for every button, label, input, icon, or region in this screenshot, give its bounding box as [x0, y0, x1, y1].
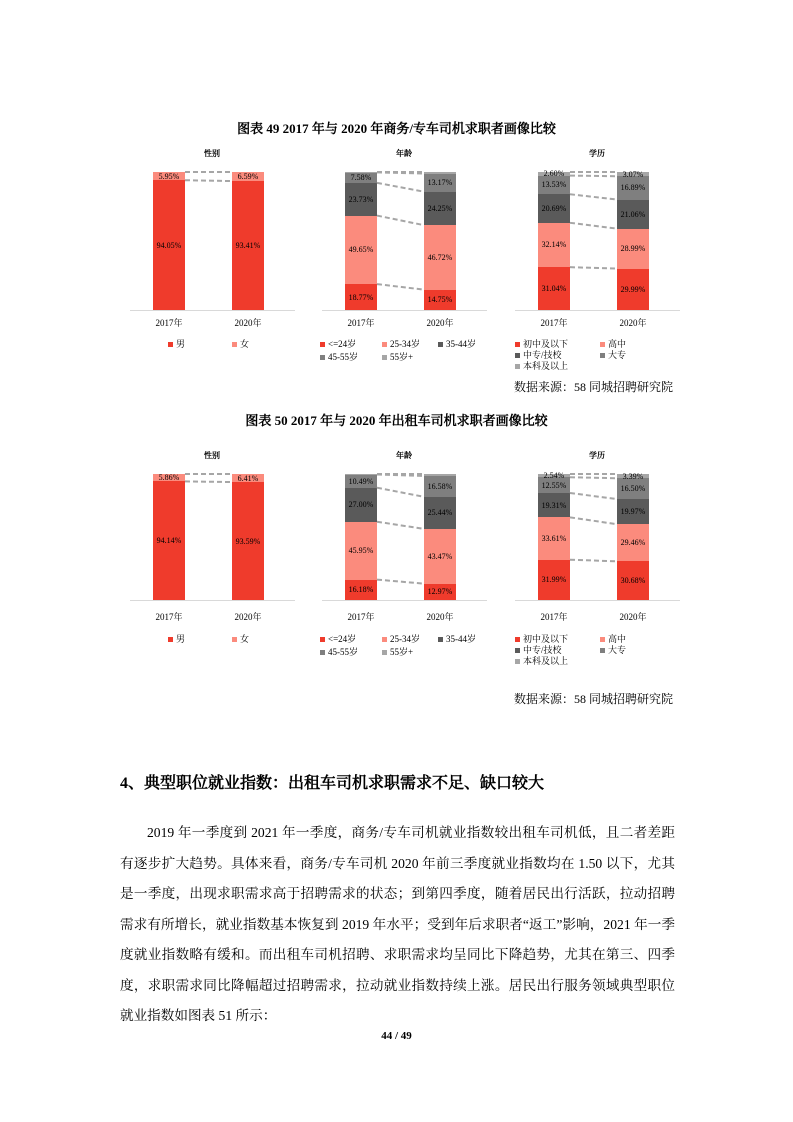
- data-label: 31.04%: [541, 284, 567, 294]
- chart-baseline: [130, 600, 295, 601]
- legend-swatch: [168, 637, 173, 642]
- data-label: 28.99%: [620, 244, 646, 254]
- chart-title: 年龄: [396, 451, 412, 460]
- stacked-bar-2017年: [538, 471, 570, 600]
- connector-line: [185, 180, 232, 181]
- data-label: 6.41%: [237, 473, 259, 483]
- page-number: 44 / 49: [381, 1030, 412, 1042]
- data-label: 49.65%: [348, 245, 374, 255]
- legend-label: 大专: [608, 645, 627, 655]
- connector-line: [377, 183, 424, 192]
- section-heading: 4、典型职位就业指数：出租车司机求职需求不足、缺口较大: [120, 775, 545, 792]
- connector-line: [570, 223, 617, 229]
- bar-segment-55岁+: [424, 172, 456, 174]
- legend-item-<=24岁: [320, 632, 356, 645]
- stacked-bar-2020年: [617, 471, 649, 600]
- legend-label: 男: [176, 634, 186, 644]
- legend-item-本科及以上: [515, 359, 568, 372]
- chart-title: 学历: [589, 451, 605, 460]
- figure-49-title: 图表 49 2017 年与 2020 年商务/专车司机求职者画像比较: [237, 121, 556, 136]
- legend-swatch: [232, 637, 237, 642]
- data-label: 93.41%: [235, 241, 261, 251]
- legend-swatch: [600, 353, 605, 358]
- data-label: 19.97%: [620, 507, 646, 517]
- x-tick-label: 2017年: [347, 318, 375, 328]
- data-label: 25.44%: [427, 508, 453, 518]
- stacked-bar-2017年: [153, 474, 185, 600]
- chart-baseline: [130, 310, 295, 311]
- data-label: 94.05%: [156, 240, 182, 250]
- legend-label: 35-44岁: [446, 339, 476, 349]
- connector-line: [377, 172, 424, 173]
- stacked-bar-2020年: [232, 172, 264, 310]
- data-label: 10.49%: [348, 476, 374, 486]
- legend-label: 高中: [608, 634, 627, 644]
- data-label: 3.39%: [622, 471, 644, 481]
- stacked-bar-2020年: [617, 169, 649, 310]
- connector-line: [377, 216, 424, 226]
- legend-swatch: [438, 637, 443, 642]
- legend-item-45-55岁: [320, 645, 358, 658]
- data-label: 23.73%: [348, 194, 374, 204]
- legend-swatch: [382, 342, 387, 347]
- legend-swatch: [320, 650, 325, 655]
- stacked-bar-2020年: [424, 474, 456, 600]
- legend-label: 本科及以上: [523, 656, 569, 666]
- x-tick-label: 2020年: [426, 318, 454, 328]
- data-label: 30.68%: [620, 576, 646, 586]
- x-tick-label: 2020年: [619, 318, 647, 328]
- data-label: 21.06%: [620, 209, 646, 219]
- legend-swatch: [600, 342, 605, 347]
- chart-baseline: [515, 600, 680, 601]
- connector-line: [570, 517, 617, 524]
- bar-segment-55岁+: [424, 474, 456, 476]
- chart-title: 学历: [589, 149, 605, 158]
- legend-swatch: [515, 637, 520, 642]
- legend-label: 男: [176, 339, 186, 349]
- x-tick-label: 2017年: [155, 612, 183, 622]
- legend-label: 45-55岁: [328, 352, 358, 362]
- legend-label: 35-44岁: [446, 634, 476, 644]
- legend-swatch: [515, 364, 520, 369]
- data-label: 45.95%: [348, 546, 374, 556]
- data-label: 19.31%: [541, 500, 567, 510]
- data-label: 5.95%: [158, 171, 180, 181]
- body-paragraph: 2019 年一季度到 2021 年一季度，商务/专车司机就业指数较出租车司机低，且二者差距有逐步扩大趋势。具体来看，商务/专车司机 2020 年前三季度就业指数均在 1.50 以下，尤其是一季度，出现求职需求高于招聘需求的状态；到第四季度，随着居民出行活跃，拉动招聘需求有所增长，就业指数基本恢复到 2019 年水平；受到年后求职者“返工”影响，2021 年一季度就业指数略有缓和。而出租车司机招聘、求职需求均呈同比下降趋势，尤其在第三、四季度，求职需求同比降幅超过招聘需求，拉动就业指数持续上涨。居民出行服务领域典型职位就业指数如图表 51 所示：: [120, 825, 675, 1023]
- data-label: 2.54%: [543, 471, 565, 481]
- chart-baseline: [515, 310, 680, 311]
- legend-item-35-44岁: [438, 337, 476, 350]
- data-label: 13.17%: [427, 178, 453, 188]
- connector-line: [377, 284, 424, 290]
- legend-swatch: [320, 342, 325, 347]
- figure-50-title: 图表 50 2017 年与 2020 年出租车司机求职者画像比较: [245, 413, 548, 428]
- legend-item-35-44岁: [438, 632, 476, 645]
- legend-swatch: [382, 355, 387, 360]
- legend-swatch: [320, 355, 325, 360]
- legend-swatch: [438, 342, 443, 347]
- data-label: 13.53%: [541, 180, 567, 190]
- x-tick-label: 2017年: [540, 612, 568, 622]
- legend-label: 45-55岁: [328, 647, 358, 657]
- figure-50-source: 数据来源：58 同城招聘研究院: [513, 692, 673, 706]
- connector-line: [570, 560, 617, 562]
- data-label: 31.99%: [541, 575, 567, 585]
- legend-label: 初中及以下: [523, 339, 569, 349]
- chart-title: 性别: [204, 149, 220, 158]
- legend-item-55岁+: [382, 645, 413, 658]
- data-label: 29.46%: [620, 538, 646, 548]
- stacked-bar-2020年: [232, 474, 264, 600]
- legend-label: 25-34岁: [390, 339, 420, 349]
- legend-label: 25-34岁: [390, 634, 420, 644]
- legend-item-女: [232, 337, 249, 350]
- legend-label: <=24岁: [328, 634, 357, 644]
- connector-line: [377, 474, 424, 475]
- legend-swatch: [232, 342, 237, 347]
- chart-title: 性别: [204, 451, 220, 460]
- data-label: 20.69%: [541, 204, 567, 214]
- x-tick-label: 2017年: [540, 318, 568, 328]
- connector-line: [570, 477, 617, 478]
- x-tick-label: 2017年: [155, 318, 183, 328]
- data-label: 32.14%: [541, 240, 567, 250]
- legend-item-男: [168, 632, 185, 645]
- legend-swatch: [515, 648, 520, 653]
- x-tick-label: 2020年: [426, 612, 454, 622]
- data-label: 29.99%: [620, 284, 646, 294]
- x-tick-label: 2020年: [619, 612, 647, 622]
- legend-label: 女: [240, 339, 250, 349]
- legend-item-55岁+: [382, 350, 413, 363]
- data-label: 12.97%: [427, 587, 453, 597]
- chart-baseline: [322, 310, 487, 311]
- legend-label: 中专/技校: [523, 645, 562, 655]
- data-label: 18.77%: [348, 292, 374, 302]
- data-label: 7.58%: [350, 173, 372, 183]
- data-label: 5.86%: [158, 473, 180, 483]
- data-label: 16.58%: [427, 481, 453, 491]
- stacked-bar-2020年: [424, 172, 456, 310]
- chart-title: 年龄: [396, 149, 412, 158]
- data-label: 93.59%: [235, 536, 261, 546]
- legend-item-本科及以上: [515, 654, 568, 667]
- legend-swatch: [600, 648, 605, 653]
- legend-swatch: [515, 342, 520, 347]
- legend-swatch: [382, 637, 387, 642]
- legend-label: 初中及以下: [523, 634, 569, 644]
- legend-label: 大专: [608, 350, 627, 360]
- x-tick-label: 2017年: [347, 612, 375, 622]
- legend-label: 55岁+: [390, 647, 414, 657]
- stacked-bar-2017年: [345, 474, 377, 600]
- legend-item-25-34岁: [382, 632, 420, 645]
- legend-label: 高中: [608, 339, 627, 349]
- legend-item-大专: [600, 348, 626, 361]
- connector-line: [570, 194, 617, 199]
- connector-line: [570, 176, 617, 177]
- legend-swatch: [168, 342, 173, 347]
- data-label: 2.60%: [543, 169, 565, 179]
- data-label: 3.07%: [622, 169, 644, 179]
- data-label: 46.72%: [427, 252, 453, 262]
- legend-item-大专: [600, 643, 626, 656]
- legend-label: 女: [240, 634, 250, 644]
- legend-label: 中专/技校: [523, 350, 562, 360]
- data-label: 24.25%: [427, 203, 453, 213]
- data-label: 94.14%: [156, 536, 182, 546]
- connector-line: [570, 493, 617, 499]
- stacked-bar-2017年: [153, 172, 185, 310]
- legend-swatch: [515, 353, 520, 358]
- legend-item-<=24岁: [320, 337, 356, 350]
- legend-item-45-55岁: [320, 350, 358, 363]
- data-label: 16.50%: [620, 484, 646, 494]
- legend-item-女: [232, 632, 249, 645]
- data-label: 6.59%: [237, 172, 259, 182]
- data-label: 16.89%: [620, 183, 646, 193]
- data-label: 33.61%: [541, 534, 567, 544]
- legend-item-男: [168, 337, 185, 350]
- connector-line: [377, 580, 424, 584]
- data-label: 16.18%: [348, 585, 374, 595]
- legend-label: 本科及以上: [523, 361, 569, 371]
- legend-swatch: [320, 637, 325, 642]
- x-tick-label: 2020年: [234, 612, 262, 622]
- legend-label: 55岁+: [390, 352, 414, 362]
- legend-swatch: [382, 650, 387, 655]
- legend-label: <=24岁: [328, 339, 357, 349]
- legend-swatch: [600, 637, 605, 642]
- data-label: 43.47%: [427, 551, 453, 561]
- stacked-bar-2017年: [345, 172, 377, 310]
- connector-line: [570, 267, 617, 268]
- legend-item-25-34岁: [382, 337, 420, 350]
- connector-line: [377, 488, 424, 497]
- connector-line: [185, 481, 232, 482]
- chart-baseline: [322, 600, 487, 601]
- data-label: 12.55%: [541, 480, 567, 490]
- x-tick-label: 2020年: [234, 318, 262, 328]
- legend-swatch: [515, 659, 520, 664]
- figure-49-source: 数据来源：58 同城招聘研究院: [513, 380, 673, 394]
- data-label: 14.75%: [427, 295, 453, 305]
- connector-line: [377, 522, 424, 529]
- stacked-bar-2017年: [538, 169, 570, 310]
- data-label: 27.00%: [348, 500, 374, 510]
